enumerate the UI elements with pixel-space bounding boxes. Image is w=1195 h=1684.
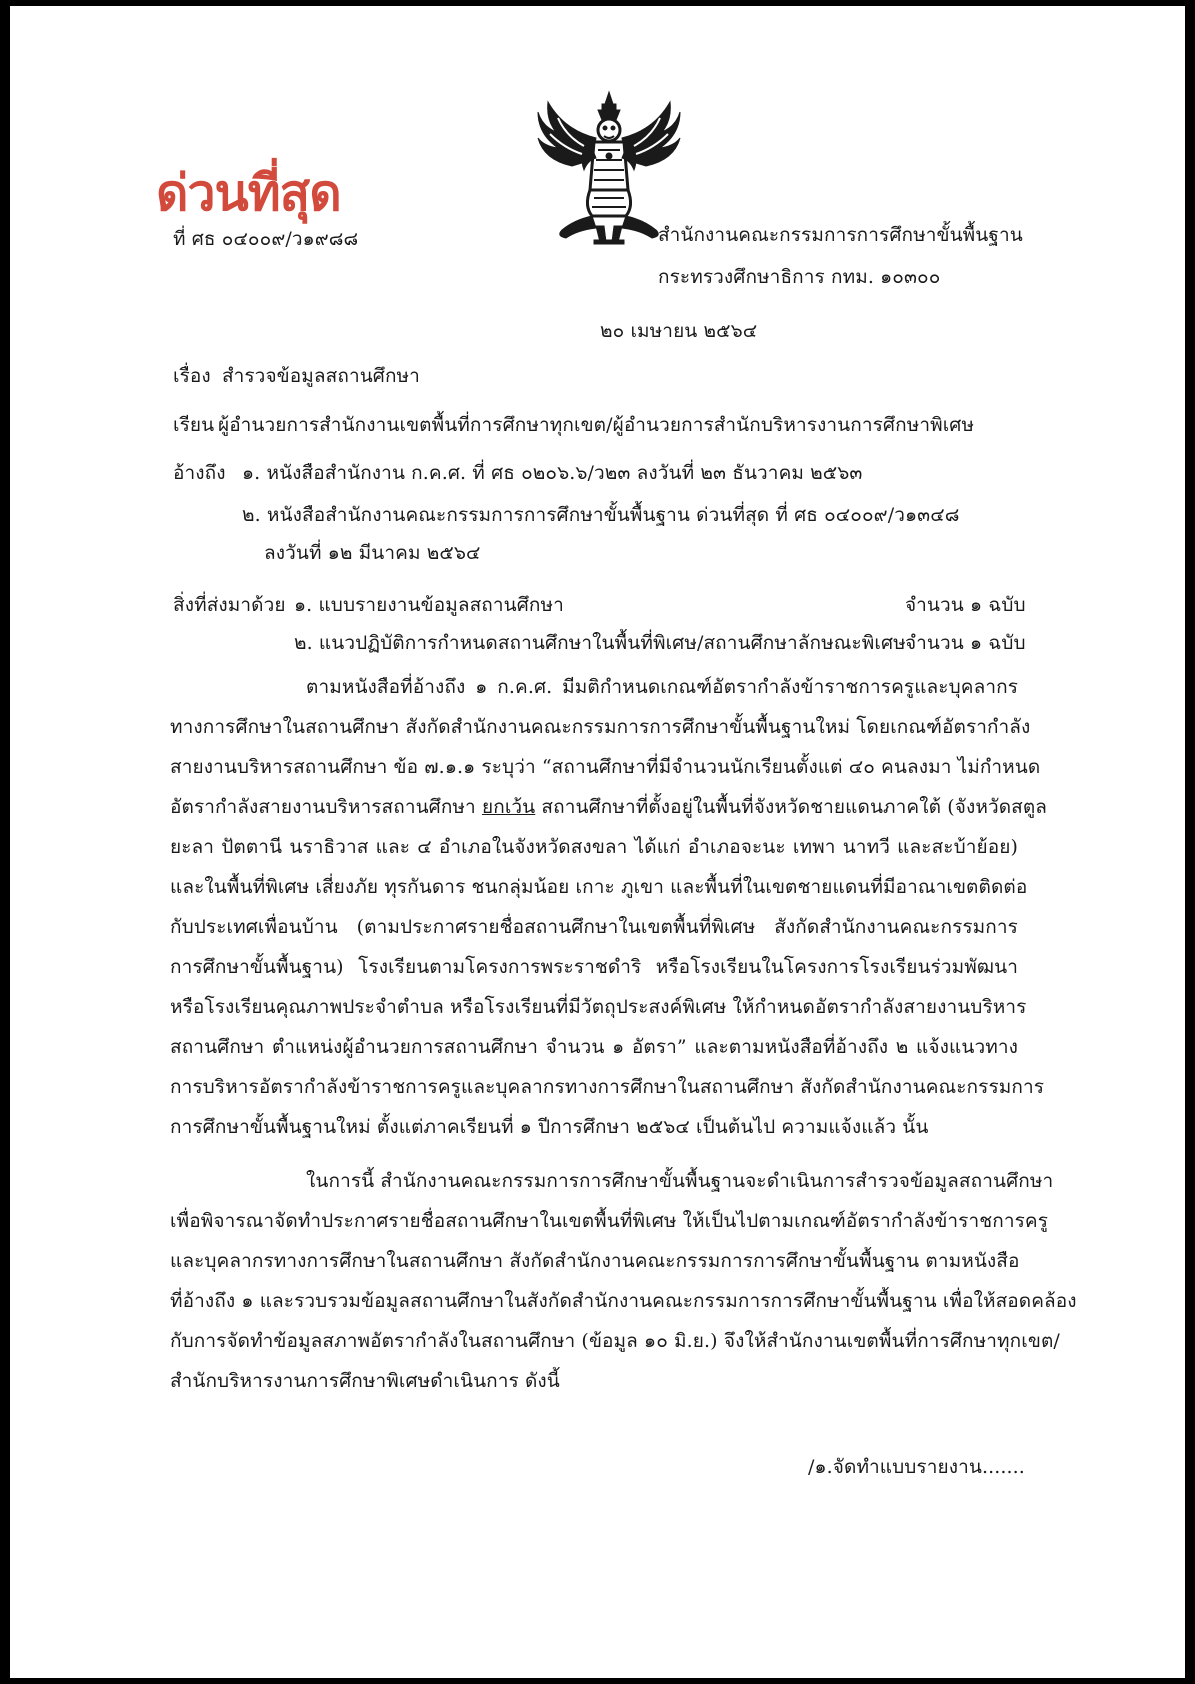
document-page [10, 6, 1185, 1678]
recipient-text: ผู้อำนวยการสำนักงานเขตพื้นที่การศึกษาทุกเขต/ผู้อำนวยการสำนักบริหารงานการศึกษาพิเศษ [218, 414, 975, 436]
paragraph-line: กับการจัดทำข้อมูลสภาพอัตรากำลังในสถานศึกษา (ข้อมูล ๑๐ มิ.ย.) จึงให้สำนักงานเขตพื้นที่การศึกษาทุกเขต/ [170, 1330, 1060, 1352]
urgency-stamp: ด่วนที่สุด [156, 164, 341, 222]
enclosure-item-1-qty: จำนวน ๑ ฉบับ [905, 594, 1026, 616]
continuation-note: /๑.จัดทำแบบรายงาน....... [808, 1456, 1025, 1478]
enclosure-item-2-qty: จำนวน ๑ ฉบับ [905, 632, 1026, 654]
subject-label: เรื่อง [173, 365, 211, 387]
paragraph-line: ในการนี้ สำนักงานคณะกรรมการการศึกษาขั้นพื้นฐานจะดำเนินการสำรวจข้อมูลสถานศึกษา [306, 1170, 1054, 1192]
paragraph-line [170, 792, 1048, 822]
paragraph-line: เพื่อพิจารณาจัดทำประกาศรายชื่อสถานศึกษาในเขตพื้นที่พิเศษ ให้เป็นไปตามเกณฑ์อัตรากำลังข้าราชการครู [170, 1210, 1049, 1232]
paragraph-line: การศึกษาขั้นพื้นฐาน) โรงเรียนตามโครงการพระราชดำริ หรือโรงเรียนในโครงการโรงเรียนร่วมพัฒนา [170, 956, 1018, 978]
recipient-label: เรียน [173, 414, 215, 436]
emphasized-word: ยกเว้น [481, 796, 536, 818]
reference-item-2-date: ลงวันที่ ๑๒ มีนาคม ๒๕๖๔ [264, 542, 481, 564]
enclosure-item-2: ๒. แนวปฏิบัติการกำหนดสถานศึกษาในพื้นที่พิเศษ/สถานศึกษาลักษณะพิเศษ [294, 632, 906, 654]
subject-text: สำรวจข้อมูลสถานศึกษา [222, 365, 420, 387]
paragraph-line: สำนักบริหารงานการศึกษาพิเศษดำเนินการ ดังนี้ [170, 1370, 560, 1392]
paragraph-text: สถานศึกษาที่ตั้งอยู่ในพื้นที่จังหวัดชายแดนภาคใต้ (จังหวัดสตูล [541, 796, 1048, 818]
paragraph-line: ยะลา ปัตตานี นราธิวาส และ ๔ อำเภอในจังหวัดสงขลา ได้แก่ อำเภอจะนะ เทพา นาทวี และสะบ้าย้อย) [170, 836, 1018, 858]
enclosure-item-1: ๑. แบบรายงานข้อมูลสถานศึกษา [294, 594, 564, 616]
document-date: ๒๐ เมษายน ๒๕๖๔ [600, 320, 758, 342]
paragraph-line: และในพื้นที่พิเศษ เสี่ยงภัย ทุรกันดาร ชนกลุ่มน้อย เกาะ ภูเขา และพื้นที่ในเขตชายแดนที่มีอาณาเขตติดต่อ [170, 876, 1028, 898]
paragraph-text: อัตรากำลังสายงานบริหารสถานศึกษา [170, 796, 476, 818]
paragraph-line: การศึกษาขั้นพื้นฐานใหม่ ตั้งแต่ภาคเรียนที่ ๑ ปีการศึกษา ๒๕๖๔ เป็นต้นไป ความแจ้งแล้ว นั้น [170, 1116, 929, 1138]
paragraph-line: และบุคลากรทางการศึกษาในสถานศึกษา สังกัดสำนักงานคณะกรรมการการศึกษาขั้นพื้นฐาน ตามหนังสือ [170, 1250, 1020, 1272]
paragraph-line: หรือโรงเรียนคุณภาพประจำตำบล หรือโรงเรียนที่มีวัตถุประสงค์พิเศษ ให้กำหนดอัตรากำลังสายงานบริหาร [170, 996, 1027, 1018]
paragraph-line: กับประเทศเพื่อนบ้าน (ตามประกาศรายชื่อสถานศึกษาในเขตพื้นที่พิเศษ สังกัดสำนักงานคณะกรรมการ [170, 916, 1018, 938]
reference-label: อ้างถึง [173, 462, 226, 484]
paragraph-line: การบริหารอัตรากำลังข้าราชการครูและบุคลากรทางการศึกษาในสถานศึกษา สังกัดสำนักงานคณะกรรมการ [170, 1076, 1045, 1098]
office-address: กระทรวงศึกษาธิการ กทม. ๑๐๓๐๐ [658, 266, 941, 288]
enclosure-label: สิ่งที่ส่งมาด้วย [173, 594, 286, 616]
office-name: สำนักงานคณะกรรมการการศึกษาขั้นพื้นฐาน [658, 224, 1023, 246]
reference-item-1: ๑. หนังสือสำนักงาน ก.ค.ศ. ที่ ศธ ๐๒๐๖.๖/ว๒๓ ลงวันที่ ๒๓ ธันวาคม ๒๕๖๓ [242, 462, 863, 484]
paragraph-line: สถานศึกษา ตำแหน่งผู้อำนวยการสถานศึกษา จำนวน ๑ อัตรา” และตามหนังสือที่อ้างถึง ๒ แจ้งแนวทาง [170, 1036, 1018, 1058]
paragraph-line: สายงานบริหารสถานศึกษา ข้อ ๗.๑.๑ ระบุว่า “สถานศึกษาที่มีจำนวนนักเรียนตั้งแต่ ๔๐ คนลงมา ไม่กำหนด [170, 756, 1041, 778]
paragraph-line: ทางการศึกษาในสถานศึกษา สังกัดสำนักงานคณะกรรมการการศึกษาขั้นพื้นฐานใหม่ โดยเกณฑ์อัตรากำลัง [170, 716, 1031, 738]
paragraph-line: ที่อ้างถึง ๑ และรวบรวมข้อมูลสถานศึกษาในสังกัดสำนักงานคณะกรรมการการศึกษาขั้นพื้นฐาน เพื่อให้สอดคล้อง [170, 1290, 1077, 1312]
document-number: ที่ ศธ ๐๔๐๐๙/ว๑๙๘๘ [173, 228, 359, 250]
paragraph-line: ตามหนังสือที่อ้างถึง ๑ ก.ค.ศ. มีมติกำหนดเกณฑ์อัตรากำลังข้าราชการครูและบุคลากร [306, 676, 1018, 698]
reference-item-2: ๒. หนังสือสำนักงานคณะกรรมการการศึกษาขั้นพื้นฐาน ด่วนที่สุด ที่ ศธ ๐๔๐๐๙/ว๑๓๔๘ [242, 504, 960, 526]
